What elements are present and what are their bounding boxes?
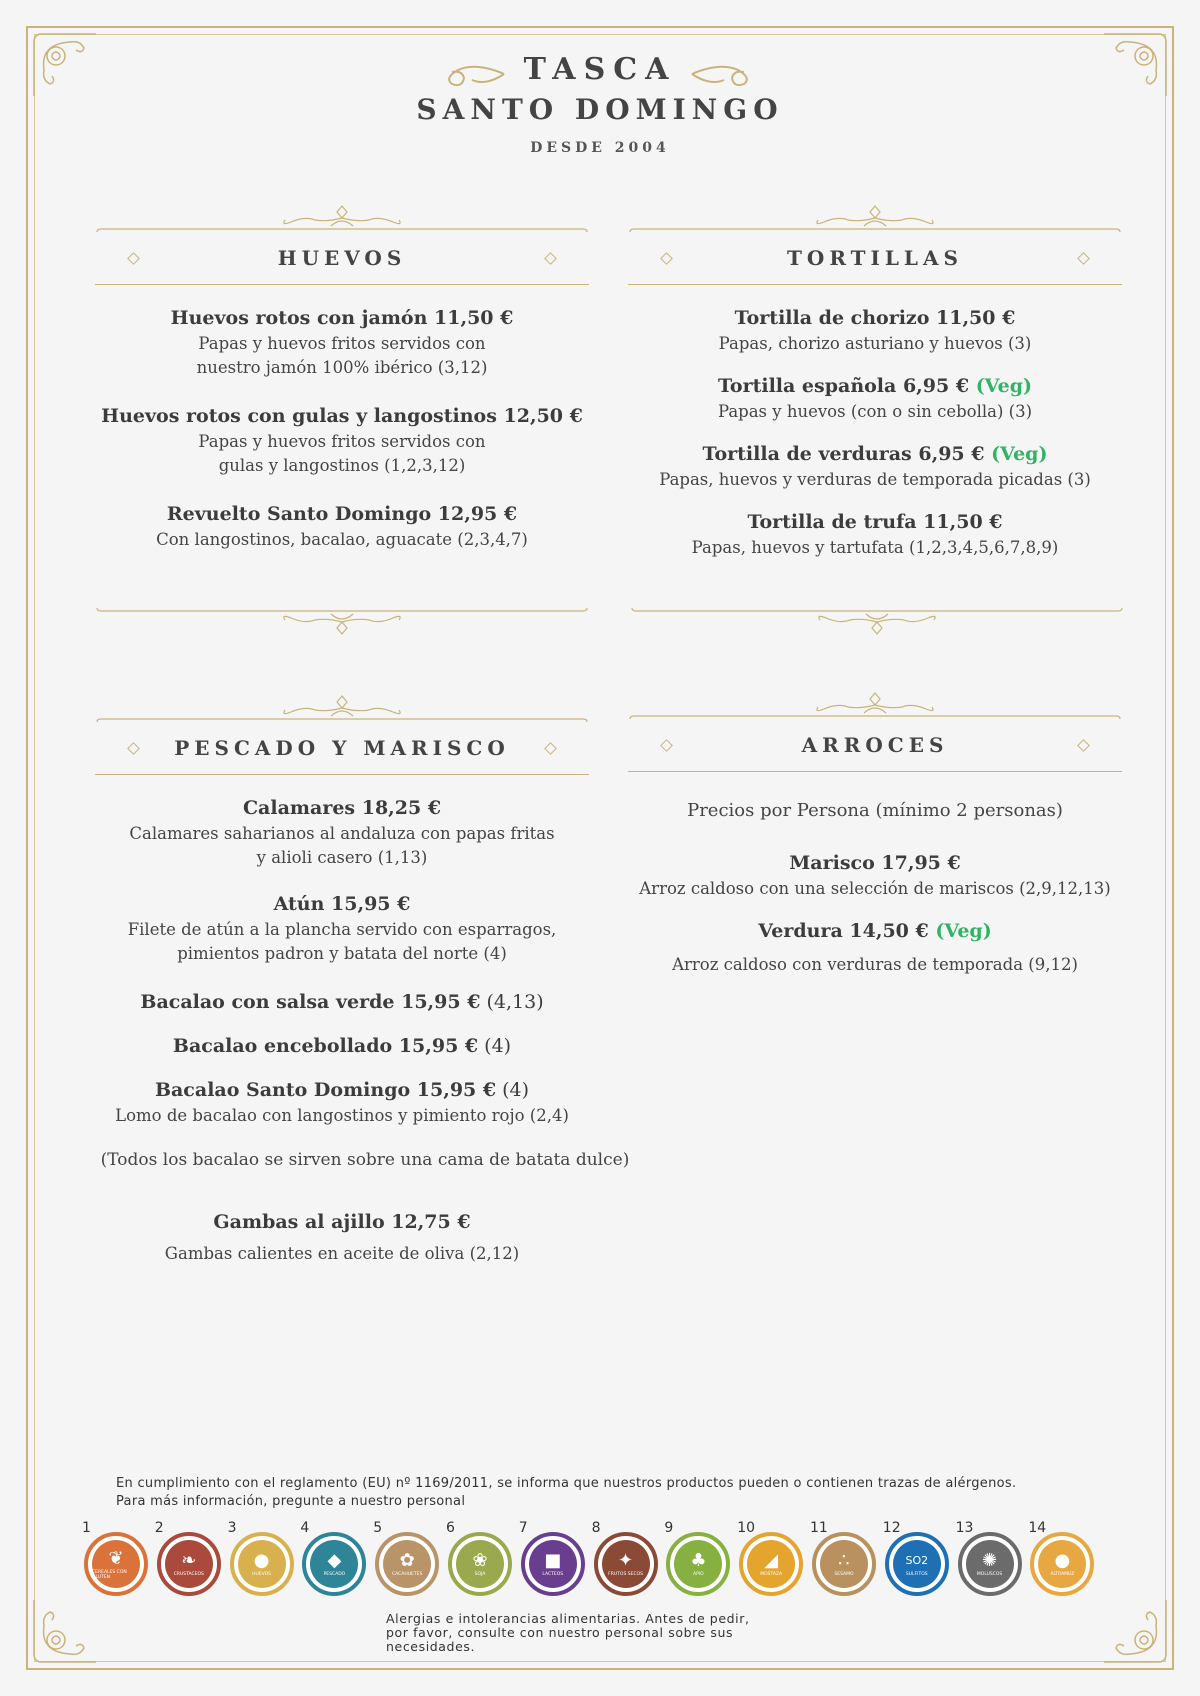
menu-items	[95, 794, 630, 1266]
allergen-number: 2	[154, 1520, 164, 1536]
dish-name-line	[95, 988, 589, 1016]
allergen-label: HUEVOS	[252, 1572, 272, 1577]
allergen-badge	[882, 1520, 955, 1602]
dish-name: Huevos rotos con jamón 11,50 €	[170, 307, 514, 329]
allergen-core	[238, 1540, 286, 1588]
section-arroces	[628, 689, 1122, 999]
section-header	[95, 202, 589, 284]
menu-item	[95, 500, 589, 552]
section-tortillas	[628, 202, 1122, 582]
allergen-number: 12	[882, 1520, 901, 1536]
allergen-number: 4	[300, 1520, 310, 1536]
header-ornament-icon	[95, 692, 589, 728]
allergen-badge	[446, 1520, 518, 1602]
allergen-badge	[82, 1520, 154, 1602]
price-note	[628, 799, 1122, 823]
menu-item	[628, 304, 1122, 356]
corner-flourish-icon	[30, 1596, 100, 1666]
menu-item	[95, 1208, 589, 1266]
restaurant-header	[0, 52, 1200, 156]
allergen-badge	[154, 1520, 227, 1602]
dish-name: Verdura 14,50 €	[758, 920, 929, 942]
bacalao-note	[95, 1148, 635, 1172]
allergen-number: 9	[664, 1520, 674, 1536]
dish-name: Tortilla de verduras 6,95 €	[702, 443, 985, 465]
menu-item	[628, 508, 1122, 560]
allergy-footer-note	[386, 1612, 750, 1654]
allergen-glyph: ■	[544, 1550, 562, 1571]
allergen-core	[893, 1540, 941, 1588]
allergen-core	[747, 1540, 795, 1588]
dish-description: y alioli casero (1,13)	[256, 848, 428, 867]
allergen-number: 11	[810, 1520, 828, 1536]
header-ornament-icon	[628, 202, 1122, 238]
legal-line: En cumplimiento con el reglamento (EU) nº 1169/2011, se informa que nuestros productos pueden o contienen trazas de alérgenos.	[116, 1476, 1017, 1491]
footer-ornament-icon	[630, 602, 1124, 638]
dish-name: Atún 15,95 €	[273, 893, 411, 915]
allergen-label: MOSTAZA	[760, 1572, 783, 1577]
section-title: PESCADO Y MARISCO	[174, 736, 510, 760]
dish-name: Tortilla española 6,95 €	[717, 375, 970, 397]
allergen-label: CACAHUETES	[392, 1572, 423, 1577]
allergen-core	[966, 1540, 1014, 1588]
sesame-icon	[812, 1532, 876, 1596]
dish-name-with-veg	[628, 917, 1122, 945]
allergen-badge	[227, 1520, 300, 1602]
allergen-label: APIO	[693, 1572, 704, 1577]
footer-ornament-icon	[95, 602, 589, 638]
price-per-person-note: Precios por Persona (mínimo 2 personas)	[687, 800, 1063, 821]
allergen-glyph: ●	[1054, 1550, 1071, 1571]
allergen-codes: (4)	[478, 1035, 512, 1057]
allergen-badge	[300, 1520, 372, 1602]
peanut-icon	[375, 1532, 439, 1596]
dish-description: Arroz caldoso con una selección de mariscos (2,9,12,13)	[639, 879, 1111, 898]
menu-item	[95, 1032, 589, 1060]
milk-icon	[521, 1532, 585, 1596]
allergen-label: SESAMO	[834, 1572, 854, 1577]
allergen-glyph: ❧	[181, 1550, 197, 1571]
corner-flourish-icon	[1100, 1596, 1170, 1666]
since-year: DESDE 2004	[530, 140, 670, 156]
dish-description: Papas y huevos fritos servidos con	[198, 334, 486, 353]
note-text: (Todos los bacalao se sirven sobre una cama de batata dulce)	[100, 1150, 630, 1170]
nuts-icon	[594, 1532, 658, 1596]
dish-name: Huevos rotos con gulas y langostinos 12,50 €	[101, 405, 583, 427]
divider	[95, 284, 589, 285]
allergen-glyph: ✦	[618, 1550, 634, 1571]
allergen-label: ALTRAMUZ	[1050, 1572, 1075, 1577]
allergen-core	[820, 1540, 868, 1588]
allergen-glyph: ❦	[108, 1547, 124, 1569]
menu-items	[628, 304, 1122, 560]
allergen-label: CEREALES CON GLUTEN	[92, 1569, 127, 1580]
menu-item	[628, 849, 1122, 901]
allergen-label: LACTEOS	[542, 1572, 564, 1577]
menu-item	[95, 794, 589, 870]
section-huevos	[95, 202, 589, 574]
celery-icon	[666, 1532, 730, 1596]
footer-line: Alergias e intolerancias alimentarias. Antes de pedir,	[386, 1611, 750, 1626]
legal-line: Para más información, pregunte a nuestro personal	[116, 1494, 466, 1509]
allergen-glyph: ✺	[982, 1550, 998, 1571]
dish-name: Bacalao encebollado 15,95 €	[172, 1035, 479, 1057]
veg-badge: (Veg)	[991, 443, 1048, 465]
section-header	[95, 692, 589, 774]
allergen-core	[92, 1540, 140, 1588]
wheat-icon	[84, 1532, 148, 1596]
allergen-glyph: ◆	[327, 1550, 342, 1571]
dish-description: Papas y huevos (con o sin cebolla) (3)	[717, 402, 1033, 421]
fish-icon	[302, 1532, 366, 1596]
allergen-glyph: SO2	[905, 1554, 929, 1567]
section-header	[628, 202, 1122, 284]
dish-name-line	[95, 1076, 589, 1104]
dish-description: pimientos padron y batata del norte (4)	[177, 944, 507, 963]
allergen-badge	[955, 1520, 1028, 1602]
section-title: HUEVOS	[277, 246, 407, 270]
allergen-legal-notice	[116, 1475, 1016, 1511]
menu-items	[628, 799, 1122, 977]
allergen-core	[674, 1540, 722, 1588]
allergen-badge	[591, 1520, 664, 1602]
allergen-label: PESCADO	[323, 1572, 346, 1577]
restaurant-name-line1: TASCA	[523, 52, 677, 87]
allergen-badge	[664, 1520, 736, 1602]
dish-name: Gambas al ajillo 12,75 €	[213, 1211, 471, 1233]
allergen-badge	[810, 1520, 882, 1602]
section-title: ARROCES	[801, 733, 949, 757]
menu-item	[95, 304, 589, 380]
sulphites-icon	[885, 1532, 949, 1596]
section-header	[628, 689, 1122, 771]
dish-description: Lomo de bacalao con langostinos y pimiento rojo (2,4)	[115, 1106, 569, 1125]
allergen-core	[165, 1540, 213, 1588]
allergen-glyph: ❀	[472, 1550, 488, 1571]
dish-name: Marisco 17,95 €	[789, 852, 961, 874]
menu-item	[628, 917, 1122, 977]
dish-description: gulas y langostinos (1,2,3,12)	[218, 456, 466, 475]
dish-description: Papas, huevos y verduras de temporada picadas (3)	[659, 470, 1091, 489]
allergen-label: CRUSTACEOS	[173, 1572, 204, 1577]
dish-name-with-veg	[628, 372, 1122, 400]
dish-name: Tortilla de trufa 11,50 €	[747, 511, 1003, 533]
allergen-label: MOLUSCOS	[976, 1572, 1003, 1577]
allergen-glyph: ◢	[764, 1550, 779, 1571]
menu-item	[95, 890, 589, 966]
section-title: TORTILLAS	[787, 246, 963, 270]
allergen-core	[1038, 1540, 1086, 1588]
allergen-badge	[373, 1520, 445, 1602]
dish-description: Papas, chorizo asturiano y huevos (3)	[718, 334, 1032, 353]
allergen-core	[383, 1540, 431, 1588]
dish-name: Revuelto Santo Domingo 12,95 €	[166, 503, 518, 525]
allergen-number: 7	[518, 1520, 528, 1536]
divider	[628, 771, 1122, 772]
dish-name: Bacalao con salsa verde 15,95 €	[140, 991, 481, 1013]
divider	[95, 774, 589, 775]
menu-item	[95, 1076, 589, 1128]
dish-name: Bacalao Santo Domingo 15,95 €	[154, 1079, 497, 1101]
dish-name-line	[95, 1032, 589, 1060]
allergen-icons-row	[84, 1522, 1134, 1602]
allergen-label: SULFITOS	[905, 1572, 928, 1577]
header-ornament-icon	[95, 202, 589, 238]
dish-description: Papas, huevos y tartufata (1,2,3,4,5,6,7,8,9)	[691, 538, 1059, 557]
allergen-number: 6	[446, 1520, 455, 1536]
allergen-codes: (4,13)	[480, 991, 544, 1013]
allergen-codes: (4)	[496, 1079, 530, 1101]
menu-item	[628, 372, 1122, 424]
menu-item	[95, 402, 589, 478]
dish-name: Tortilla de chorizo 11,50 €	[734, 307, 1016, 329]
allergen-number: 13	[955, 1520, 974, 1536]
allergen-number: 14	[1028, 1520, 1047, 1536]
section-pescado-marisco	[95, 692, 630, 1288]
dish-description: Arroz caldoso con verduras de temporada (9,12)	[672, 955, 1078, 974]
allergen-label: SOJA	[474, 1572, 486, 1577]
dish-description: Con langostinos, bacalao, aguacate (2,3,4,7)	[156, 530, 528, 549]
allergen-glyph: ∴	[838, 1550, 850, 1571]
divider	[628, 284, 1122, 285]
menu-items	[95, 304, 589, 552]
dish-description: Filete de atún a la plancha servido con esparragos,	[127, 920, 557, 939]
dish-description: Papas y huevos fritos servidos con	[198, 432, 486, 451]
menu-item	[628, 440, 1122, 492]
header-ornament-icon	[628, 689, 1122, 725]
allergen-label: FRUTOS SECOS	[608, 1572, 643, 1577]
soy-icon	[448, 1532, 512, 1596]
allergen-number: 5	[373, 1520, 383, 1536]
allergen-number: 10	[737, 1520, 756, 1536]
allergen-core	[456, 1540, 504, 1588]
veg-badge: (Veg)	[975, 375, 1033, 397]
egg-icon	[230, 1532, 294, 1596]
dish-description: Gambas calientes en aceite de oliva (2,12)	[164, 1244, 520, 1263]
allergen-core	[529, 1540, 577, 1588]
dish-name-with-veg	[628, 440, 1122, 468]
allergen-glyph: ●	[253, 1550, 270, 1571]
dish-description: nuestro jamón 100% ibérico (3,12)	[196, 358, 488, 377]
allergen-badge	[737, 1520, 809, 1602]
dish-description: Calamares saharianos al andaluza con papas fritas	[129, 824, 555, 843]
allergen-number: 1	[82, 1520, 91, 1536]
mollusc-icon	[958, 1532, 1022, 1596]
shrimp-icon	[157, 1532, 221, 1596]
allergen-glyph: ♣	[690, 1550, 707, 1571]
footer-line: por favor, consulte con nuestro personal sobre sus	[386, 1625, 734, 1640]
allergen-core	[310, 1540, 358, 1588]
allergen-number: 3	[227, 1520, 237, 1536]
allergen-badge	[518, 1520, 591, 1602]
allergen-number: 8	[591, 1520, 601, 1536]
restaurant-name-line2: SANTO DOMINGO	[416, 93, 784, 126]
mustard-icon	[739, 1532, 803, 1596]
allergen-glyph: ✿	[399, 1550, 415, 1571]
dish-name: Calamares 18,25 €	[242, 797, 442, 819]
allergen-badge	[1028, 1520, 1100, 1602]
footer-line: necesidades.	[386, 1639, 476, 1654]
lupin-icon	[1030, 1532, 1094, 1596]
menu-item	[95, 988, 589, 1016]
allergen-core	[602, 1540, 650, 1588]
veg-badge: (Veg)	[935, 920, 992, 942]
